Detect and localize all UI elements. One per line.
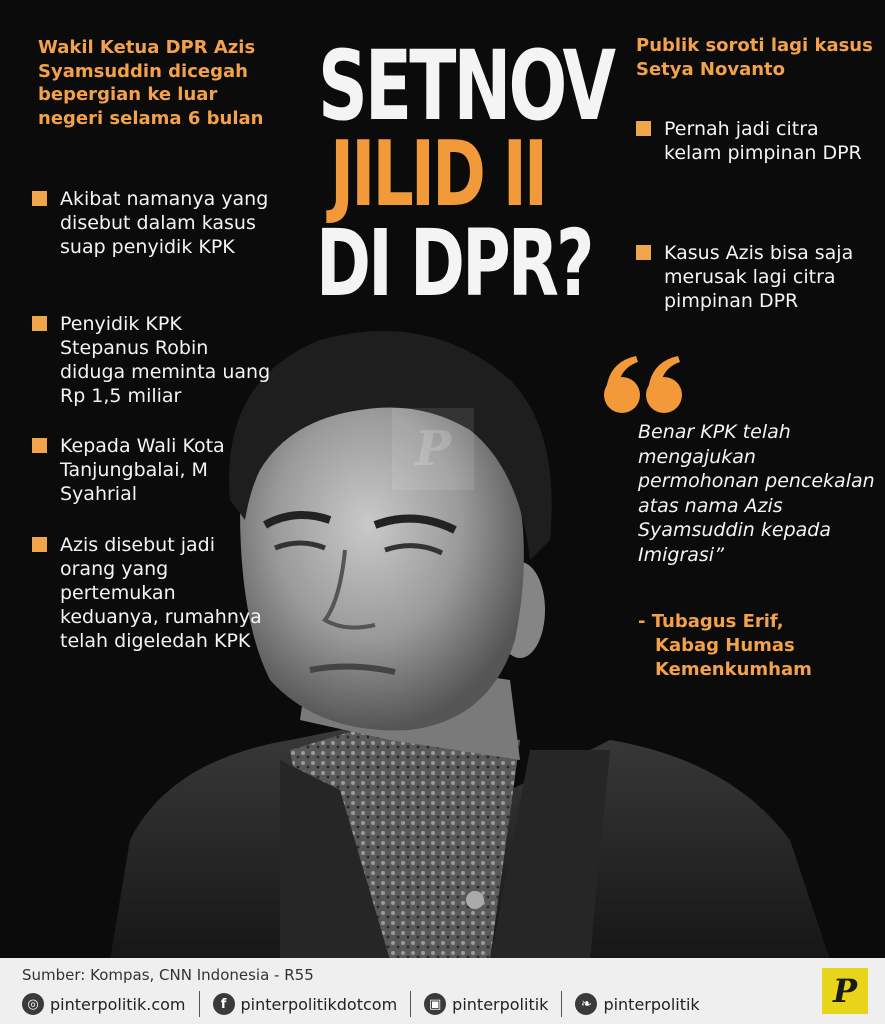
left-bullet-4 <box>32 533 272 653</box>
divider <box>199 991 200 1017</box>
bullet-square-icon <box>32 438 47 453</box>
bullet-square-icon <box>32 537 47 552</box>
left-bullet-1 <box>32 187 272 259</box>
twitter-icon: ❧ <box>575 993 597 1015</box>
bullet-text: Pernah jadi citra kelam pimpinan DPR <box>664 118 862 164</box>
divider <box>410 991 411 1017</box>
social-links <box>22 990 700 1018</box>
bullet-square-icon <box>636 245 651 260</box>
headline-line-2: JILID II <box>330 122 546 227</box>
attribution-org: Kemenkumham <box>655 659 812 680</box>
headline-line-1: SETNOV <box>318 30 614 142</box>
social-label: pinterpolitik <box>603 994 700 1014</box>
logo-letter: P <box>832 972 858 1010</box>
bullet-text: Akibat namanya yang disebut dalam kasus suap penyidik KPK <box>60 188 269 258</box>
attribution-name: - Tubagus Erif, <box>638 611 784 632</box>
left-bullet-3 <box>32 434 272 506</box>
attribution-role: Kabag Humas <box>655 635 795 656</box>
right-heading: Publik soroti lagi kasus Setya Novanto <box>636 35 873 80</box>
social-facebook[interactable] <box>213 993 398 1015</box>
headline-line-3: DI DPR? <box>316 210 592 317</box>
right-bullet-2 <box>636 241 876 313</box>
facebook-icon: f <box>213 993 235 1015</box>
social-instagram[interactable] <box>424 993 548 1015</box>
quote-mark-icon <box>600 350 690 420</box>
globe-icon: ◎ <box>22 993 44 1015</box>
quote-text: Benar KPK telah mengajukan permohonan pencekalan atas nama Azis Syamsuddin kepada Imigrasi” <box>638 421 875 566</box>
left-bullet-2 <box>32 312 272 408</box>
social-website[interactable] <box>22 993 186 1015</box>
source-credit: Sumber: Kompas, CNN Indonesia - R55 <box>22 966 314 984</box>
footer <box>0 958 885 1024</box>
quote-attribution <box>638 610 878 682</box>
bullet-text: Penyidik KPK Stepanus Robin diduga meminta uang Rp 1,5 miliar <box>60 313 271 407</box>
watermark-letter: P <box>414 421 452 477</box>
bullet-text: Azis disebut jadi orang yang pertemukan keduanya, rumahnya telah digeledah KPK <box>60 534 262 652</box>
social-label: pinterpolitik <box>452 994 549 1014</box>
divider <box>561 991 562 1017</box>
bullet-text: Kepada Wali Kota Tanjungbalai, M Syahrial <box>60 435 225 505</box>
watermark-logo <box>392 408 474 490</box>
bullet-square-icon <box>32 191 47 206</box>
bullet-square-icon <box>32 316 47 331</box>
right-bullet-1 <box>636 117 876 165</box>
social-twitter[interactable] <box>575 993 699 1015</box>
instagram-icon: ▣ <box>424 993 446 1015</box>
social-label: pinterpolitik.com <box>50 994 186 1014</box>
pinterpolitik-logo <box>822 968 868 1014</box>
bullet-text: Kasus Azis bisa saja merusak lagi citra pimpinan DPR <box>664 242 854 312</box>
bullet-square-icon <box>636 121 651 136</box>
left-heading: Wakil Ketua DPR Azis Syamsuddin dicegah bepergian ke luar negeri selama 6 bulan <box>38 37 264 129</box>
social-label: pinterpolitikdotcom <box>240 994 398 1014</box>
